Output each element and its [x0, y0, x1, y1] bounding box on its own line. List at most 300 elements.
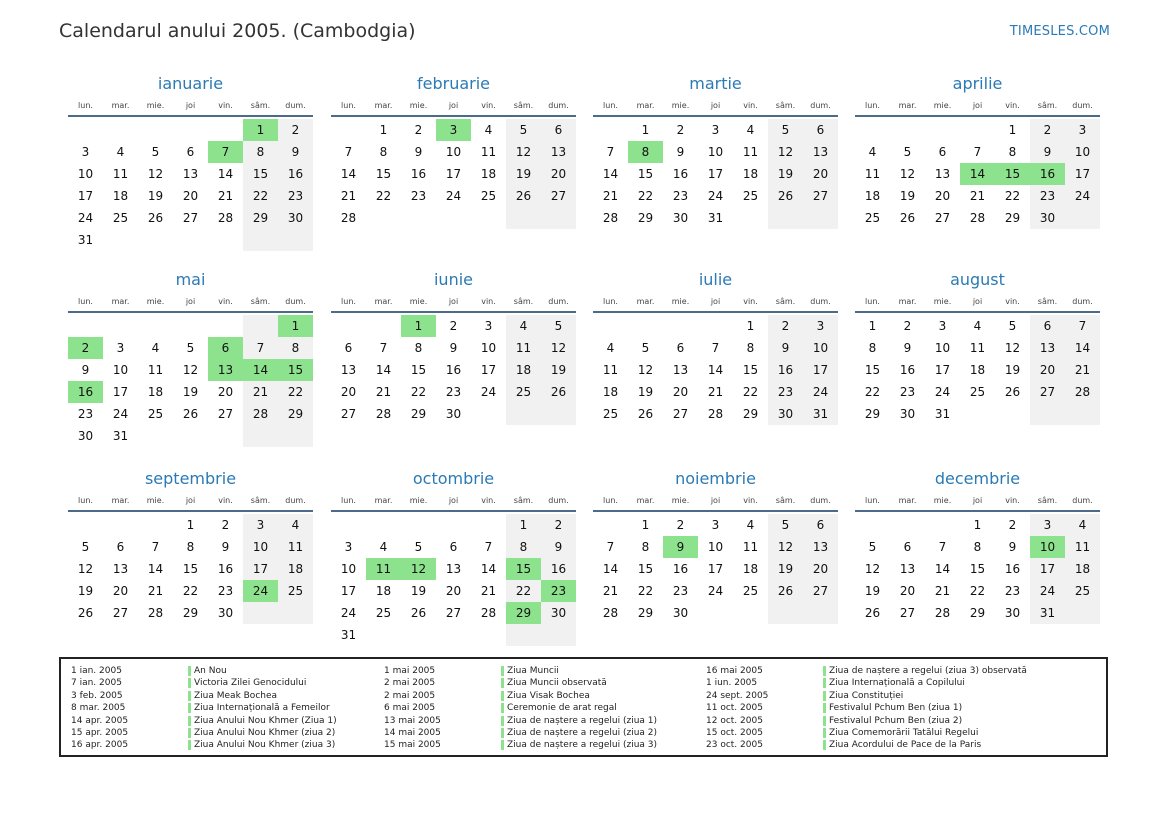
holiday-day-cell: 16 — [68, 381, 103, 403]
weekday-label: lun. — [865, 296, 880, 306]
day-cell: 13 — [672, 363, 689, 377]
day-cell: 28 — [147, 606, 164, 620]
day-cell: 22 — [278, 381, 313, 403]
weekday-label: sâm. — [250, 100, 271, 110]
day-cell: 11 — [506, 337, 541, 359]
holiday-day-cell: 14 — [243, 359, 278, 381]
month-name: iulie — [698, 270, 733, 289]
day-cell: 19 — [637, 385, 654, 399]
empty-cell — [138, 229, 173, 251]
day-cell: 28 — [217, 211, 234, 225]
day-cell: 4 — [1065, 514, 1100, 536]
day-cell: 24 — [340, 606, 357, 620]
day-cell: 10 — [112, 363, 129, 377]
days-grid — [593, 514, 838, 624]
weekday-label: mar. — [374, 296, 393, 306]
day-cell: 17 — [243, 558, 278, 580]
day-cell: 19 — [410, 584, 427, 598]
day-cell: 21 — [217, 189, 234, 203]
month-septembrie — [68, 468, 313, 624]
weekday-label: lun. — [865, 100, 880, 110]
day-cell: 7 — [606, 540, 615, 554]
weekday-header — [593, 491, 838, 509]
day-cell: 6 — [676, 341, 685, 355]
empty-cell — [278, 602, 313, 624]
day-cell: 12 — [182, 363, 199, 377]
weekday-label: mar. — [636, 495, 655, 505]
day-cell: 15 — [969, 562, 986, 576]
month-name: februarie — [416, 74, 491, 93]
empty-cell — [698, 315, 733, 337]
empty-cell — [401, 207, 436, 229]
day-cell: 29 — [1004, 211, 1021, 225]
weekday-label: dum. — [285, 296, 306, 306]
weekday-label: sâm. — [513, 296, 534, 306]
holiday-day-cell: 7 — [208, 141, 243, 163]
empty-cell — [471, 403, 506, 425]
day-cell: 24 — [707, 189, 724, 203]
day-cell: 16 — [672, 562, 689, 576]
holiday-day-cell: 1 — [243, 119, 278, 141]
day-cell: 24 — [934, 385, 951, 399]
day-cell: 20 — [803, 163, 838, 185]
month-noiembrie — [593, 468, 838, 624]
day-cell: 28 — [602, 606, 619, 620]
day-cell: 30 — [899, 407, 916, 421]
day-cell: 31 — [803, 403, 838, 425]
day-cell: 16 — [445, 363, 462, 377]
empty-cell — [541, 624, 576, 646]
day-cell: 11 — [1065, 536, 1100, 558]
day-cell: 8 — [1008, 145, 1017, 159]
holiday-date: 6 mai 2005 — [384, 703, 436, 714]
day-cell: 20 — [541, 163, 576, 185]
day-cell: 4 — [868, 145, 877, 159]
holiday-date: 11 oct. 2005 — [706, 703, 763, 714]
day-cell: 24 — [77, 211, 94, 225]
empty-cell — [890, 119, 925, 141]
day-cell: 20 — [445, 584, 462, 598]
weekday-label: lun. — [603, 495, 618, 505]
month-divider — [855, 115, 1100, 117]
day-cell: 25 — [480, 189, 497, 203]
empty-cell — [960, 403, 995, 425]
weekday-label: mar. — [636, 100, 655, 110]
day-cell: 23 — [410, 189, 427, 203]
day-cell: 5 — [81, 540, 90, 554]
empty-cell — [138, 119, 173, 141]
day-cell: 28 — [602, 211, 619, 225]
day-cell: 17 — [112, 385, 129, 399]
empty-cell — [925, 119, 960, 141]
empty-cell — [541, 403, 576, 425]
weekday-label: mar. — [636, 296, 655, 306]
day-cell: 25 — [742, 584, 759, 598]
day-cell: 3 — [484, 319, 493, 333]
day-cell: 11 — [742, 145, 759, 159]
day-cell: 11 — [969, 341, 986, 355]
empty-cell — [138, 425, 173, 447]
empty-cell — [1065, 602, 1100, 624]
weekday-label: joi — [710, 100, 721, 110]
day-cell: 12 — [768, 141, 803, 163]
day-cell: 11 — [480, 145, 497, 159]
month-name: noiembrie — [675, 469, 756, 488]
empty-cell — [1030, 403, 1065, 425]
day-cell: 30 — [217, 606, 234, 620]
empty-cell — [243, 602, 278, 624]
empty-cell — [208, 229, 243, 251]
day-cell: 2 — [449, 319, 458, 333]
day-cell: 19 — [864, 584, 881, 598]
month-divider — [68, 115, 313, 117]
day-cell: 7 — [1065, 315, 1100, 337]
weekday-header — [68, 292, 313, 310]
day-cell: 19 — [768, 163, 803, 185]
day-cell: 21 — [707, 385, 724, 399]
weekday-label: mie. — [933, 296, 952, 306]
holiday-day-cell: 3 — [436, 119, 471, 141]
day-cell: 19 — [899, 189, 916, 203]
day-cell: 14 — [602, 562, 619, 576]
day-cell: 23 — [445, 385, 462, 399]
holiday-date: 15 mai 2005 — [384, 740, 441, 751]
weekday-label: vin. — [481, 495, 496, 505]
weekday-label: vin. — [1005, 495, 1020, 505]
holiday-date: 7 ian. 2005 — [71, 678, 122, 689]
holiday-date: 8 mar. 2005 — [71, 703, 126, 714]
day-cell: 1 — [868, 319, 877, 333]
month-name: decembrie — [934, 469, 1021, 488]
empty-cell — [208, 119, 243, 141]
holiday-name: Ziua Comemorării Tatălui Regelui — [823, 727, 978, 739]
weekday-label: vin. — [218, 495, 233, 505]
day-cell: 13 — [445, 562, 462, 576]
day-cell: 26 — [506, 185, 541, 207]
weekday-label: joi — [448, 296, 459, 306]
day-cell: 25 — [1065, 580, 1100, 602]
holiday-name: Ziua de naștere a regelui (ziua 3) — [501, 739, 657, 751]
day-cell: 4 — [506, 315, 541, 337]
day-cell: 19 — [506, 163, 541, 185]
month-name: iunie — [433, 270, 473, 289]
day-cell: 28 — [243, 403, 278, 425]
weekday-label: mie. — [409, 495, 428, 505]
month-aprilie — [855, 73, 1100, 229]
weekday-label: vin. — [1005, 100, 1020, 110]
day-cell: 21 — [340, 189, 357, 203]
days-grid — [68, 119, 313, 251]
day-cell: 27 — [112, 606, 129, 620]
day-cell: 6 — [803, 514, 838, 536]
month-mai — [68, 269, 313, 447]
empty-cell — [593, 119, 628, 141]
day-cell: 23 — [672, 189, 689, 203]
day-cell: 17 — [1065, 163, 1100, 185]
day-cell: 1 — [506, 514, 541, 536]
day-cell: 1 — [641, 123, 650, 137]
day-cell: 6 — [803, 119, 838, 141]
holiday-day-cell: 15 — [278, 359, 313, 381]
empty-cell — [331, 119, 366, 141]
day-cell: 9 — [541, 536, 576, 558]
day-cell: 31 — [340, 628, 357, 642]
day-cell: 29 — [243, 207, 278, 229]
weekday-label: dum. — [810, 100, 831, 110]
day-cell: 2 — [221, 518, 230, 532]
day-cell: 14 — [340, 167, 357, 181]
holiday-date: 15 oct. 2005 — [706, 727, 763, 738]
page-title: Calendarul anului 2005. (Cambodgia) — [59, 20, 416, 42]
day-cell: 29 — [969, 606, 986, 620]
weekday-label: joi — [185, 495, 196, 505]
empty-cell — [733, 207, 768, 229]
holiday-day-cell: 29 — [506, 602, 541, 624]
weekday-label: mie. — [671, 495, 690, 505]
day-cell: 26 — [864, 606, 881, 620]
day-cell: 21 — [602, 584, 619, 598]
day-cell: 7 — [484, 540, 493, 554]
holiday-name: Ziua Muncii — [501, 665, 559, 677]
holiday-date: 1 iun. 2005 — [706, 678, 758, 689]
day-cell: 4 — [151, 341, 160, 355]
day-cell: 16 — [899, 363, 916, 377]
day-cell: 2 — [541, 514, 576, 536]
day-cell: 14 — [147, 562, 164, 576]
day-cell: 18 — [506, 359, 541, 381]
holiday-name: Victoria Zilei Genocidului — [188, 677, 306, 689]
day-cell: 21 — [969, 189, 986, 203]
weekday-header — [331, 96, 576, 114]
weekday-label: sâm. — [1037, 495, 1058, 505]
empty-cell — [628, 315, 663, 337]
weekday-label: mie. — [146, 296, 165, 306]
empty-cell — [366, 207, 401, 229]
day-cell: 7 — [344, 145, 353, 159]
day-cell: 18 — [969, 363, 986, 377]
empty-cell — [925, 514, 960, 536]
day-cell: 30 — [1030, 207, 1065, 229]
empty-cell — [173, 119, 208, 141]
empty-cell — [401, 514, 436, 536]
day-cell: 27 — [217, 407, 234, 421]
day-cell: 10 — [803, 337, 838, 359]
weekday-label: mie. — [933, 495, 952, 505]
day-cell: 19 — [768, 558, 803, 580]
month-name: august — [950, 270, 1005, 289]
weekday-label: mie. — [671, 100, 690, 110]
weekday-header — [593, 96, 838, 114]
day-cell: 21 — [243, 381, 278, 403]
day-cell: 13 — [934, 167, 951, 181]
weekday-label: lun. — [603, 296, 618, 306]
day-cell: 2 — [768, 315, 803, 337]
weekday-label: mie. — [409, 296, 428, 306]
day-cell: 27 — [803, 580, 838, 602]
day-cell: 9 — [449, 341, 458, 355]
month-octombrie — [331, 468, 576, 646]
day-cell: 4 — [484, 123, 493, 137]
weekday-label: dum. — [1072, 296, 1093, 306]
day-cell: 10 — [243, 536, 278, 558]
day-cell: 27 — [899, 606, 916, 620]
days-grid — [331, 315, 576, 425]
day-cell: 12 — [77, 562, 94, 576]
day-cell: 11 — [278, 536, 313, 558]
day-cell: 26 — [77, 606, 94, 620]
weekday-label: sâm. — [1037, 296, 1058, 306]
day-cell: 9 — [278, 141, 313, 163]
day-cell: 12 — [506, 141, 541, 163]
day-cell: 3 — [243, 514, 278, 536]
days-grid — [593, 315, 838, 425]
empty-cell — [995, 403, 1030, 425]
day-cell: 20 — [112, 584, 129, 598]
month-name: octombrie — [412, 469, 495, 488]
holiday-name: Ceremonie de arat regal — [501, 702, 617, 714]
weekday-header — [68, 96, 313, 114]
day-cell: 3 — [938, 319, 947, 333]
holiday-name: Ziua Anului Nou Khmer (Ziua 1) — [188, 715, 337, 727]
holiday-date: 2 mai 2005 — [384, 678, 436, 689]
weekday-label: dum. — [548, 495, 569, 505]
empty-cell — [506, 403, 541, 425]
day-cell: 5 — [868, 540, 877, 554]
day-cell: 16 — [410, 167, 427, 181]
empty-cell — [401, 624, 436, 646]
weekday-label: joi — [972, 296, 983, 306]
day-cell: 22 — [182, 584, 199, 598]
weekday-label: mar. — [111, 495, 130, 505]
day-cell: 23 — [1030, 185, 1065, 207]
day-cell: 6 — [449, 540, 458, 554]
days-grid — [68, 315, 313, 447]
day-cell: 12 — [1004, 341, 1021, 355]
day-cell: 15 — [243, 163, 278, 185]
day-cell: 11 — [742, 540, 759, 554]
day-cell: 5 — [506, 119, 541, 141]
empty-cell — [506, 624, 541, 646]
empty-cell — [1065, 403, 1100, 425]
days-grid — [593, 119, 838, 229]
weekday-label: dum. — [548, 296, 569, 306]
day-cell: 18 — [602, 385, 619, 399]
day-cell: 20 — [672, 385, 689, 399]
empty-cell — [366, 514, 401, 536]
day-cell: 7 — [938, 540, 947, 554]
weekday-label: joi — [185, 296, 196, 306]
day-cell: 7 — [606, 145, 615, 159]
month-decembrie — [855, 468, 1100, 624]
day-cell: 5 — [768, 514, 803, 536]
weekday-label: mar. — [111, 100, 130, 110]
day-cell: 12 — [768, 536, 803, 558]
day-cell: 21 — [480, 584, 497, 598]
day-cell: 28 — [707, 407, 724, 421]
weekday-header — [855, 491, 1100, 509]
weekday-label: vin. — [481, 296, 496, 306]
weekday-label: sâm. — [513, 100, 534, 110]
holiday-name: Ziua Internațională a Femeilor — [188, 702, 330, 714]
day-cell: 3 — [116, 341, 125, 355]
month-august — [855, 269, 1100, 425]
day-cell: 9 — [81, 363, 90, 377]
day-cell: 24 — [803, 381, 838, 403]
day-cell: 16 — [768, 359, 803, 381]
weekday-label: sâm. — [1037, 100, 1058, 110]
day-cell: 5 — [541, 315, 576, 337]
day-cell: 24 — [445, 189, 462, 203]
month-name: mai — [175, 270, 206, 289]
day-cell: 26 — [768, 580, 803, 602]
weekday-label: sâm. — [250, 495, 271, 505]
weekday-label: lun. — [341, 100, 356, 110]
empty-cell — [890, 514, 925, 536]
day-cell: 6 — [116, 540, 125, 554]
site-link[interactable]: TIMESLES.COM — [1009, 24, 1110, 39]
day-cell: 31 — [934, 407, 951, 421]
empty-cell — [506, 207, 541, 229]
weekday-label: dum. — [1072, 495, 1093, 505]
day-cell: 28 — [375, 407, 392, 421]
day-cell: 16 — [278, 163, 313, 185]
day-cell: 29 — [637, 606, 654, 620]
empty-cell — [768, 602, 803, 624]
empty-cell — [436, 514, 471, 536]
day-cell: 19 — [77, 584, 94, 598]
day-cell: 30 — [445, 407, 462, 421]
weekday-label: sâm. — [250, 296, 271, 306]
day-cell: 5 — [641, 341, 650, 355]
holiday-day-cell: 15 — [995, 163, 1030, 185]
holiday-name: Festivalul Pchum Ben (ziua 2) — [823, 715, 962, 727]
day-cell: 28 — [340, 211, 357, 225]
day-cell: 4 — [746, 123, 755, 137]
day-cell: 9 — [414, 145, 423, 159]
empty-cell — [331, 315, 366, 337]
month-name: septembrie — [144, 469, 237, 488]
day-cell: 18 — [375, 584, 392, 598]
day-cell: 26 — [147, 211, 164, 225]
day-cell: 25 — [147, 407, 164, 421]
holiday-name: Ziua Anului Nou Khmer (ziua 2) — [188, 727, 335, 739]
day-cell: 1 — [186, 518, 195, 532]
empty-cell — [208, 315, 243, 337]
day-cell: 30 — [672, 606, 689, 620]
holiday-name: Ziua Meak Bochea — [188, 690, 277, 702]
day-cell: 17 — [1030, 558, 1065, 580]
empty-cell — [243, 425, 278, 447]
day-cell: 22 — [1004, 189, 1021, 203]
holiday-day-cell: 6 — [208, 337, 243, 359]
day-cell: 4 — [973, 319, 982, 333]
day-cell: 26 — [899, 211, 916, 225]
holiday-date: 1 ian. 2005 — [71, 666, 122, 676]
day-cell: 17 — [707, 167, 724, 181]
weekday-label: joi — [448, 100, 459, 110]
empty-cell — [278, 229, 313, 251]
empty-cell — [138, 514, 173, 536]
day-cell: 22 — [637, 189, 654, 203]
day-cell: 22 — [864, 385, 881, 399]
days-grid — [68, 514, 313, 624]
day-cell: 7 — [151, 540, 160, 554]
weekday-header — [855, 96, 1100, 114]
month-divider — [855, 510, 1100, 512]
day-cell: 23 — [217, 584, 234, 598]
day-cell: 2 — [278, 119, 313, 141]
day-cell: 5 — [1008, 319, 1017, 333]
